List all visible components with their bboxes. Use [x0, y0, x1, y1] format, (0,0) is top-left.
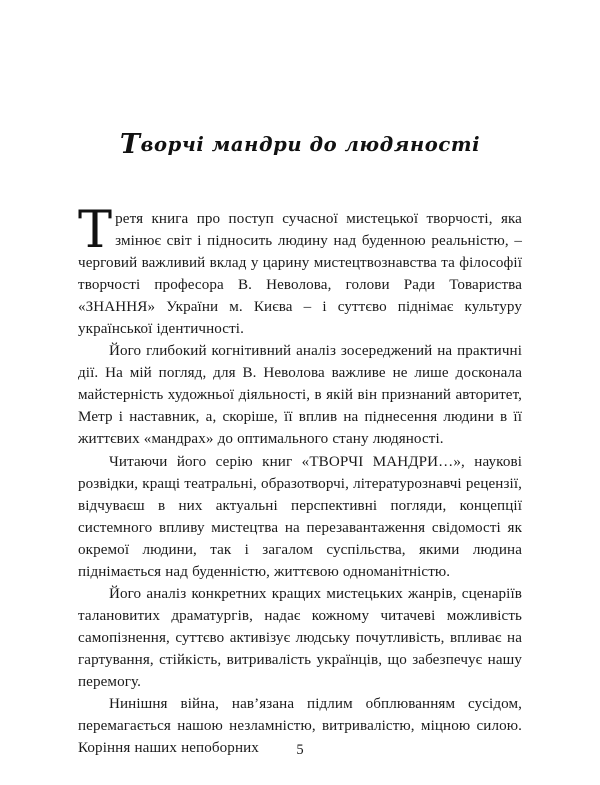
page-title — [0, 129, 600, 160]
page-number: 5 — [296, 742, 304, 758]
drop-cap: Т — [78, 201, 113, 260]
paragraph-text: Його глибокий когнітивний аналіз зосереджений на практичні дії. На мій погляд, для В. Неволова важливе не лише досконала майстерність художньої діяльності, в якій він признаний авторитет, Метр і наставник, а, скоріше, її вплив на піднесення людини в її життєвих «мандрах» до оптимального стану людяності. — [78, 343, 522, 448]
paragraph — [78, 451, 522, 583]
page-title-rest: ворчі мандри до людяності — [140, 133, 481, 156]
paragraph-text: ретя книга про поступ сучасної мистецької творчості, яка змінює світ і підносить людину над буденною реальністю, – черговий важливий вклад у царину мистецтвознавства та філософії творчості професора В. Неволова, голови Ради Товариства «ЗНАННЯ» України м. Києва – і суттєво піднімає культуру української ідентичності. — [78, 211, 522, 338]
paragraph — [78, 201, 522, 340]
paragraph — [78, 583, 522, 693]
paragraph-text: Нинішня війна, нав’язана підлим обплюванням сусідом, перемагається нашою незламністю, витривалістю, міцною силою. Коріння наших непоборних — [78, 696, 522, 757]
paragraph — [78, 340, 522, 450]
body-text — [78, 201, 522, 759]
page-title-first-letter: Т — [119, 129, 141, 160]
paragraph-text: Його аналіз конкретних кращих мистецьких жанрів, сценаріїв талановитих драматургів, надає кожному читачеві можливість самопізнення, суттєво активізує людську почутливість, впливає на гартування, стійкість, витривалість українців, що забезпечує нашу перемогу. — [78, 585, 522, 690]
paragraph-text: Читаючи його серію книг «ТВОРЧІ МАНДРИ…», наукові розвідки, кращі театральні, образотворчі, літературознавчі рецензії, відчуваєш в них актуальні перспективні погляди, концепції системного впливу мистецтва на перезавантаження свідомості як окремої людини, так і загалом суспільства, якими людина піднімається над буденністю, життєвою одноманітністю. — [78, 453, 522, 580]
